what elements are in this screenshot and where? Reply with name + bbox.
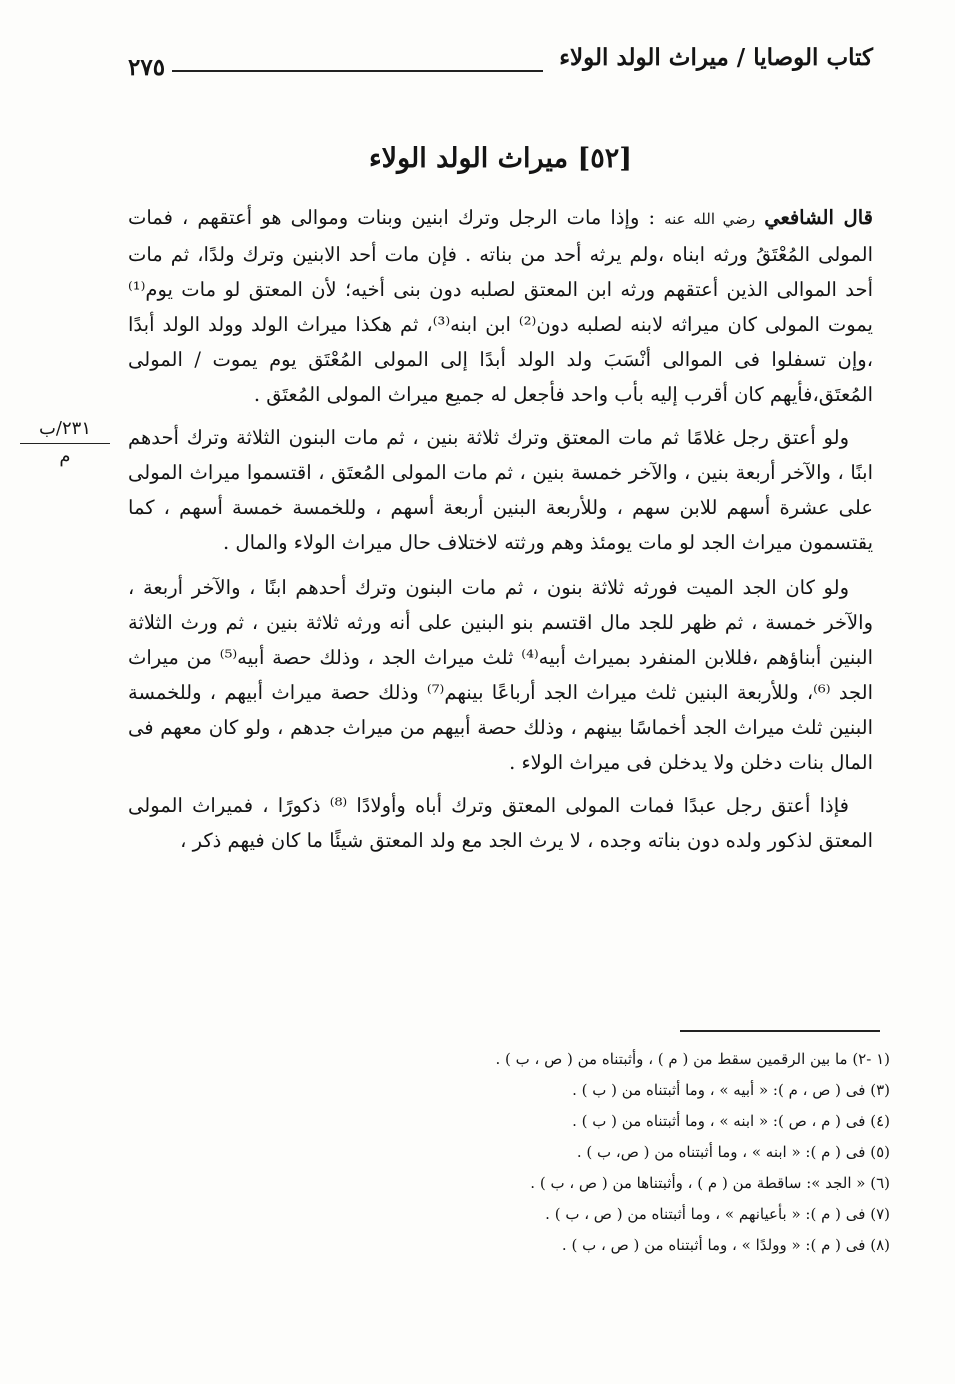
chapter-title: [٥٢] ميراث الولد الولاء bbox=[368, 143, 633, 174]
running-header bbox=[128, 40, 873, 88]
footnote-1: (١ -٢) ما بين الرقمين سقط من ( م ) ، وأثبتناه من ( ص ، ب ) . bbox=[495, 1050, 890, 1068]
manuscript-siglum: م bbox=[59, 446, 71, 467]
footnote-7: (٧) فى ( م ): « بأعيانهم » ، وما أثبتناه من ( ص ، ب ) . bbox=[545, 1205, 890, 1223]
paragraph-1 bbox=[128, 200, 873, 412]
paragraph-1-text: : وإذا مات الرجل وترك ابنين وبنات وموالى هو أعتقهم ، فمات المولى المُعْتَقُ ورثه ابناه ،ولم يرثه أحد من بناته . فإن مات أحد الابنين وترك ولدًا، ثم مات أحد الموالى الذين أعتقهم ورثه ابن المعتق لصلبه دون بنى أخيه؛ لأن المعتق لو مات يوم⁽¹⁾ يموت المولى كان ميراثه لابنه لصلبه دون⁽²⁾ ابن ابنه⁽³⁾، ثم هكذا ميراث الولد وولد الولد أبدًا ،وإن تسفلوا فى الموالى أنْسَبَ ولد الولد أبدًا إلى المولى المُعْتَق يوم يموت / المولى المُعتَق،فأيهم كان أقرب إليه بأب واحد فأجعل له جميع ميراث المولى المُعتَق . bbox=[128, 206, 873, 406]
footnote-rule bbox=[680, 1030, 880, 1032]
folio-reference: ٢٣١/ب bbox=[20, 418, 110, 444]
footnote-8: (٨) فى ( م ): « وولدًا » ، وما أثبتناه من ( ص ، ب ) . bbox=[561, 1236, 890, 1254]
manuscript-margin-note bbox=[20, 418, 110, 467]
page-number: ٢٧٥ bbox=[128, 54, 166, 81]
paragraph-2: ولو أعتق رجل غلامًا ثم مات المعتق وترك ثلاثة بنين ، ثم مات البنون الثلاثة وترك أحدهم ابنًا ، والآخر أربعة بنين ، والآخر خمسة بنين ، ثم مات المولى المُعتَق ، اقتسموا ميراث المولى على عشرة أسهم للابن سهم ، وللأربعة البنين أربعة أسهم ، وللخمسة خمسة أسهم ، كما يقتسمون ميراث الجد لو مات يومئذ وهم ورثته لاختلاف حال ميراث الولاء والمال . bbox=[128, 426, 873, 554]
running-header-title: كتاب الوصايا / ميراث الولد الولاء bbox=[559, 44, 873, 71]
footnotes bbox=[420, 1044, 890, 1261]
footnote-3: (٣) فى ( ص ، م ): « أبيه » ، وما أثبتناه من ( ب ) . bbox=[572, 1081, 890, 1099]
paragraph-3: ولو كان الجد الميت فورثه ثلاثة بنون ، ثم مات البنون وترك أحدهم ابنًا ، والآخر أربعة ، والآخر خمسة ، ثم ظهر للجد مال اقتسم بنو البنين على أنه ورثه ثلاثة بنين ، ثم ورث الثلاثة البنين أبناؤهم ،فللابن المنفرد بميراث أبيه⁽⁴⁾ ثلث ميراث الجد ، وذلك حصة أبيه⁽⁵⁾ من ميراث الجد ⁽⁶⁾، وللأربعة البنين ثلث ميراث الجد أرباعًا بينهم⁽⁷⁾ وذلك حصة ميراث أبيهم ، وللخمسة البنين ثلث ميراث الجد أخماسًا بينهم ، وذلك حصة أبيهم من ميراث جدهم ، ولو كان معهم فى المال بنات دخلن ولا يدخلن فى ميراث الولاء . bbox=[128, 576, 874, 774]
honorific-glyph: رضي الله عنه bbox=[664, 210, 756, 228]
paragraph-4: فإذا أعتق رجل عبدًا فمات المولى المعتق وترك أباه وأولادًا ⁽⁸⁾ ذكورًا ، فميراث المولى المعتق لذكور ولده دون بناته وجده ، لا يرث الجد مع ولد المعتق شيئًا ما كان فيهم ذكر ، bbox=[128, 794, 873, 852]
footnote-6: (٦) « الجد »: ساقطة من ( م ) ، وأثبتناها من ( ص ، ب ) . bbox=[530, 1174, 890, 1192]
speaker-name: قال الشافعي bbox=[764, 206, 873, 229]
footnote-4: (٤) فى ( م ، ص ): « ابنه » ، وما أثبتناه من ( ب ) . bbox=[572, 1112, 890, 1130]
main-text bbox=[128, 200, 873, 858]
footnote-5: (٥) فى ( م ): « ابنه » ، وما أثبتناه من ( ص، ب ) . bbox=[576, 1143, 890, 1161]
header-rule bbox=[172, 70, 543, 72]
